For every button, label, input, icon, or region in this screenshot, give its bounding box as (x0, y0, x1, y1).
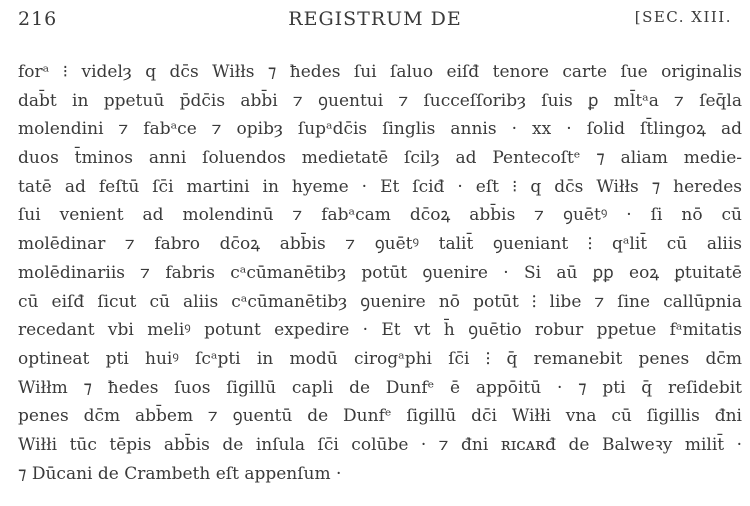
text-line: cū eiſđ ſicut cū aliis cᵃcūmanētibȝ ꝯuenire nō potūt ⁝ libe ⁊ ſine callūpnia (18, 291, 742, 312)
text-line: Wiłłm ⁊ ħedes ſuos ſigillū capli de Dunfᵉ ē appōitū · ⁊ pti q̄ reſidebit (18, 377, 742, 398)
text-line: molēdinar ⁊ fabro dc̄oꝝ abb̄is ⁊ ꝯuētꝰ talit̄ ꝯueniant ⁝ qᵃlit̄ cū aliis (18, 234, 742, 255)
text-line: tatē ad feſtū ſc̄i martini in hyeme · Et ſciđ · eſt ⁝ q dc̄s Wiłłs ⁊ heredes (18, 176, 742, 197)
charter-text (18, 58, 742, 488)
section-marker: [SEC. XIII. (634, 8, 732, 26)
text-line: dab̄t in ppetuū p̄dc̄is abb̄i ⁊ ꝯuentui ⁊ ſucceſſoribȝ ſuis ꝑ ml̄tᵃa ⁊ ſeq̄la (18, 90, 742, 111)
running-head (18, 8, 732, 34)
text-line: duos t̄minos anni ſoluendos medietatē ſcilȝ ad Pentecoſtᵉ ⁊ aliam medie- (18, 148, 742, 169)
page-number: 216 (18, 8, 58, 30)
text-line: Wiłłi tūc tēpis abb̄is de inſula ſc̄i colūbe · ⁊ đni ʀɪᴄᴀʀđ de Balweꝛy milit̄ · (18, 434, 742, 455)
text-line: forᵃ ⁝ videlȝ q dc̄s Wiłłs ⁊ ħedes ſui ſaluo eiſđ tenore carte ſue originalis (18, 62, 742, 82)
text-line: recedant vbi meliꝰ potunt expedire · Et vt h̄ ꝯuētio robur ppetue fᵃmitatis (18, 320, 742, 341)
text-line: optineat pti huiꝰ ſcᵃpti in modū cirogᵃphi ſc̄i ⁝ q̄ remanebit penes dc̄m (18, 348, 742, 369)
text-line: ⁊ Dūcani de Crambeth eſt appenſum · (18, 463, 342, 484)
running-title: REGISTRUM DE (288, 8, 462, 30)
text-line: ſui venient ad molendinū ⁊ fabᵃcam dc̄oꝝ abb̄is ⁊ ꝯuētꝰ · ſi nō cū (18, 205, 742, 226)
text-line: molendini ⁊ fabᵃce ⁊ opibȝ ſupᵃdc̄is ſinglis annis · xx · ſolid ſt̄lingoꝝ ad (18, 119, 742, 140)
text-line: molēdinariis ⁊ fabris cᵃcūmanētibȝ potūt ꝯuenire · Si aū ꝑꝑ eoꝝ ꝑtuitatē (18, 262, 742, 283)
text-line: penes dc̄m abb̄em ⁊ ꝯuentū de Dunfᵉ ſigillū dc̄i Wiłłi vna cū ſigillis đni (18, 406, 742, 427)
